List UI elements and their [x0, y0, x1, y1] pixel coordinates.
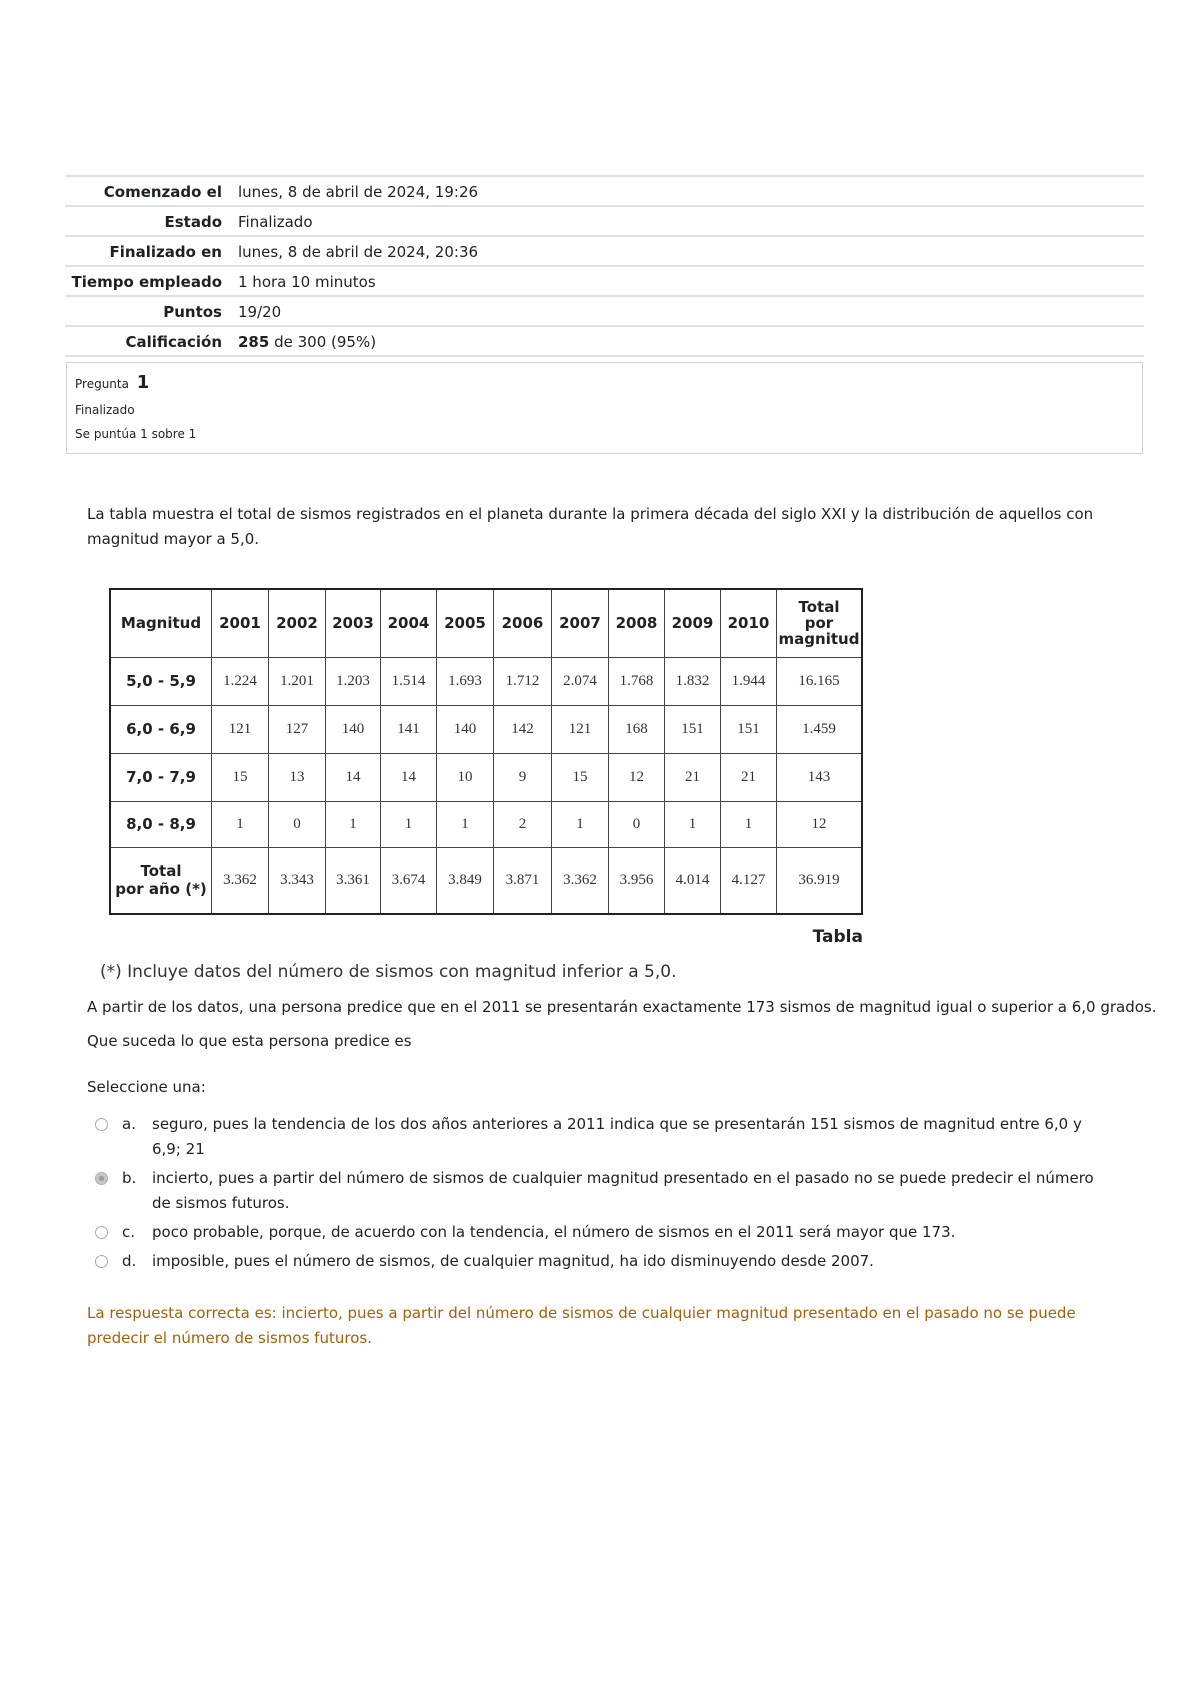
table-row — [110, 801, 862, 847]
option-text: incierto, pues a partir del número de sismos de cualquier magnitud presentado en el pasado no se puede predecir el número de sismos futuros. — [152, 1169, 1094, 1212]
summary-label: Tiempo empleado — [71, 272, 222, 291]
table-cell: 1.514 — [381, 657, 437, 705]
table-cell: 16.165 — [777, 657, 863, 705]
question-status: Finalizado — [75, 403, 135, 417]
table-cell: 1.768 — [609, 657, 665, 705]
table-cell: 4.014 — [665, 847, 721, 914]
table-cell: 13 — [269, 753, 326, 801]
table-cell: 151 — [721, 705, 777, 753]
table-cell: 1 — [721, 801, 777, 847]
table-caption: Tabla — [812, 927, 863, 947]
answer-options — [95, 1112, 1105, 1278]
table-cell: 14 — [381, 753, 437, 801]
table-cell: 12 — [777, 801, 863, 847]
row-label-total — [110, 847, 212, 914]
table-cell: 15 — [552, 753, 609, 801]
summary-label: Comenzado el — [103, 182, 222, 201]
answer-option-d[interactable] — [95, 1249, 1105, 1274]
table-cell: 36.919 — [777, 847, 863, 914]
earthquake-data-table — [109, 588, 863, 915]
table-cell: 12 — [609, 753, 665, 801]
radio-icon[interactable] — [95, 1255, 108, 1268]
table-cell: 14 — [326, 753, 381, 801]
question-number: 1 — [136, 372, 150, 393]
question-paragraph: A partir de los datos, una persona predice que en el 2011 se presentarán exactamente 173 sismos de magnitud igual o superior a 6,0 grados. — [87, 998, 1157, 1016]
table-cell: 2 — [494, 801, 552, 847]
summary-row-state — [65, 206, 1144, 236]
table-header-cell: 2009 — [665, 589, 721, 657]
total-row-line: Total — [140, 862, 182, 881]
summary-value: Finalizado — [238, 212, 313, 231]
table-header-cell: 2001 — [212, 589, 269, 657]
table-cell: 2.074 — [552, 657, 609, 705]
table-cell: 1 — [552, 801, 609, 847]
summary-row-started — [65, 176, 1144, 206]
table-cell: 1 — [437, 801, 494, 847]
question-intro: La tabla muestra el total de sismos registrados en el planeta durante la primera década del siglo XXI y la distribución de aquellos con magnitud mayor a 5,0. — [87, 505, 1094, 548]
table-header-cell: 2010 — [721, 589, 777, 657]
table-cell: 121 — [212, 705, 269, 753]
total-row-line: por año (*) — [115, 880, 207, 899]
answer-option-a[interactable] — [95, 1112, 1105, 1162]
total-header-line: magnitud — [778, 630, 860, 649]
row-label: 5,0 - 5,9 — [110, 657, 212, 705]
table-cell: 151 — [665, 705, 721, 753]
row-label: 8,0 - 8,9 — [110, 801, 212, 847]
table-cell: 3.343 — [269, 847, 326, 914]
table-cell: 143 — [777, 753, 863, 801]
question-label: Pregunta — [75, 377, 129, 391]
summary-row-points — [65, 296, 1144, 326]
summary-value: lunes, 8 de abril de 2024, 19:26 — [238, 182, 479, 201]
table-header-total — [777, 589, 863, 657]
table-cell: 0 — [609, 801, 665, 847]
option-letter: a. — [122, 1115, 136, 1133]
table-total-row — [110, 847, 862, 914]
grade-rest: de 300 (95%) — [274, 332, 377, 351]
table-cell: 140 — [326, 705, 381, 753]
table-cell: 121 — [552, 705, 609, 753]
total-header-line: por — [804, 614, 834, 633]
option-text: poco probable, porque, de acuerdo con la tendencia, el número de sismos en el 2011 será mayor que 173. — [152, 1223, 956, 1241]
summary-value — [238, 326, 1144, 356]
option-text: imposible, pues el número de sismos, de cualquier magnitud, ha ido disminuyendo desde 2007. — [152, 1252, 874, 1270]
radio-icon[interactable] — [95, 1226, 108, 1239]
radio-icon[interactable] — [95, 1118, 108, 1131]
table-cell: 1.203 — [326, 657, 381, 705]
table-cell: 9 — [494, 753, 552, 801]
table-cell: 4.127 — [721, 847, 777, 914]
table-cell: 141 — [381, 705, 437, 753]
table-cell: 1.832 — [665, 657, 721, 705]
table-cell: 3.956 — [609, 847, 665, 914]
option-letter: b. — [122, 1169, 137, 1187]
summary-value: 1 hora 10 minutos — [238, 272, 376, 291]
table-cell: 3.871 — [494, 847, 552, 914]
table-cell: 127 — [269, 705, 326, 753]
summary-row-finished — [65, 236, 1144, 266]
table-cell: 3.849 — [437, 847, 494, 914]
table-header-cell: 2007 — [552, 589, 609, 657]
summary-label: Finalizado en — [109, 242, 222, 261]
answer-option-b[interactable] — [95, 1166, 1105, 1216]
table-cell: 0 — [269, 801, 326, 847]
table-row — [110, 753, 862, 801]
table-cell: 21 — [721, 753, 777, 801]
summary-row-grade — [65, 326, 1144, 356]
table-header-row — [110, 589, 862, 657]
table-header-cell: 2008 — [609, 589, 665, 657]
grade-score: 285 — [238, 332, 270, 351]
table-row — [110, 657, 862, 705]
table-cell: 1 — [665, 801, 721, 847]
answer-option-c[interactable] — [95, 1220, 1105, 1245]
table-header-cell: 2002 — [269, 589, 326, 657]
table-cell: 3.674 — [381, 847, 437, 914]
table-row — [110, 705, 862, 753]
option-letter: c. — [122, 1223, 136, 1241]
table-cell: 1.459 — [777, 705, 863, 753]
correct-answer-feedback: La respuesta correcta es: incierto, pues a partir del número de sismos de cualquier magnitud presentado en el pasado no se puede predecir el número de sismos futuros. — [87, 1304, 1076, 1347]
option-letter: d. — [122, 1252, 137, 1270]
table-cell: 1.693 — [437, 657, 494, 705]
table-cell: 3.361 — [326, 847, 381, 914]
table-footnote: (*) Incluye datos del número de sismos con magnitud inferior a 5,0. — [100, 962, 677, 982]
table-header-cell: 2003 — [326, 589, 381, 657]
select-prompt: Seleccione una: — [87, 1078, 206, 1096]
question-mark: Se puntúa 1 sobre 1 — [75, 427, 197, 441]
summary-label: Calificación — [125, 332, 222, 351]
table-cell: 1 — [326, 801, 381, 847]
table-cell: 15 — [212, 753, 269, 801]
radio-checked-icon[interactable] — [95, 1172, 108, 1185]
question-paragraph: Que suceda lo que esta persona predice es — [87, 1032, 412, 1050]
summary-value: lunes, 8 de abril de 2024, 20:36 — [238, 242, 479, 261]
question-info-box — [66, 362, 1143, 454]
table-header-cell: 2005 — [437, 589, 494, 657]
table-header-cell: 2004 — [381, 589, 437, 657]
table-cell: 10 — [437, 753, 494, 801]
table-cell: 1.944 — [721, 657, 777, 705]
table-header-cell: Magnitud — [110, 589, 212, 657]
summary-value: 19/20 — [238, 302, 282, 321]
attempt-summary-table — [65, 175, 1144, 357]
table-cell: 1.712 — [494, 657, 552, 705]
table-cell: 1.201 — [269, 657, 326, 705]
table-header-cell: 2006 — [494, 589, 552, 657]
table-cell: 1 — [212, 801, 269, 847]
table-cell: 3.362 — [212, 847, 269, 914]
summary-row-time — [65, 266, 1144, 296]
row-label: 7,0 - 7,9 — [110, 753, 212, 801]
table-cell: 168 — [609, 705, 665, 753]
total-header-line: Total — [798, 598, 840, 617]
table-cell: 140 — [437, 705, 494, 753]
table-cell: 1.224 — [212, 657, 269, 705]
option-text: seguro, pues la tendencia de los dos años anteriores a 2011 indica que se presentarán 151 sismos de magnitud entre 6,0 y 6,9; 21 — [152, 1115, 1082, 1158]
table-cell: 21 — [665, 753, 721, 801]
summary-label: Estado — [164, 212, 222, 231]
row-label: 6,0 - 6,9 — [110, 705, 212, 753]
table-cell: 3.362 — [552, 847, 609, 914]
table-cell: 142 — [494, 705, 552, 753]
table-cell: 1 — [381, 801, 437, 847]
summary-label: Puntos — [163, 302, 222, 321]
